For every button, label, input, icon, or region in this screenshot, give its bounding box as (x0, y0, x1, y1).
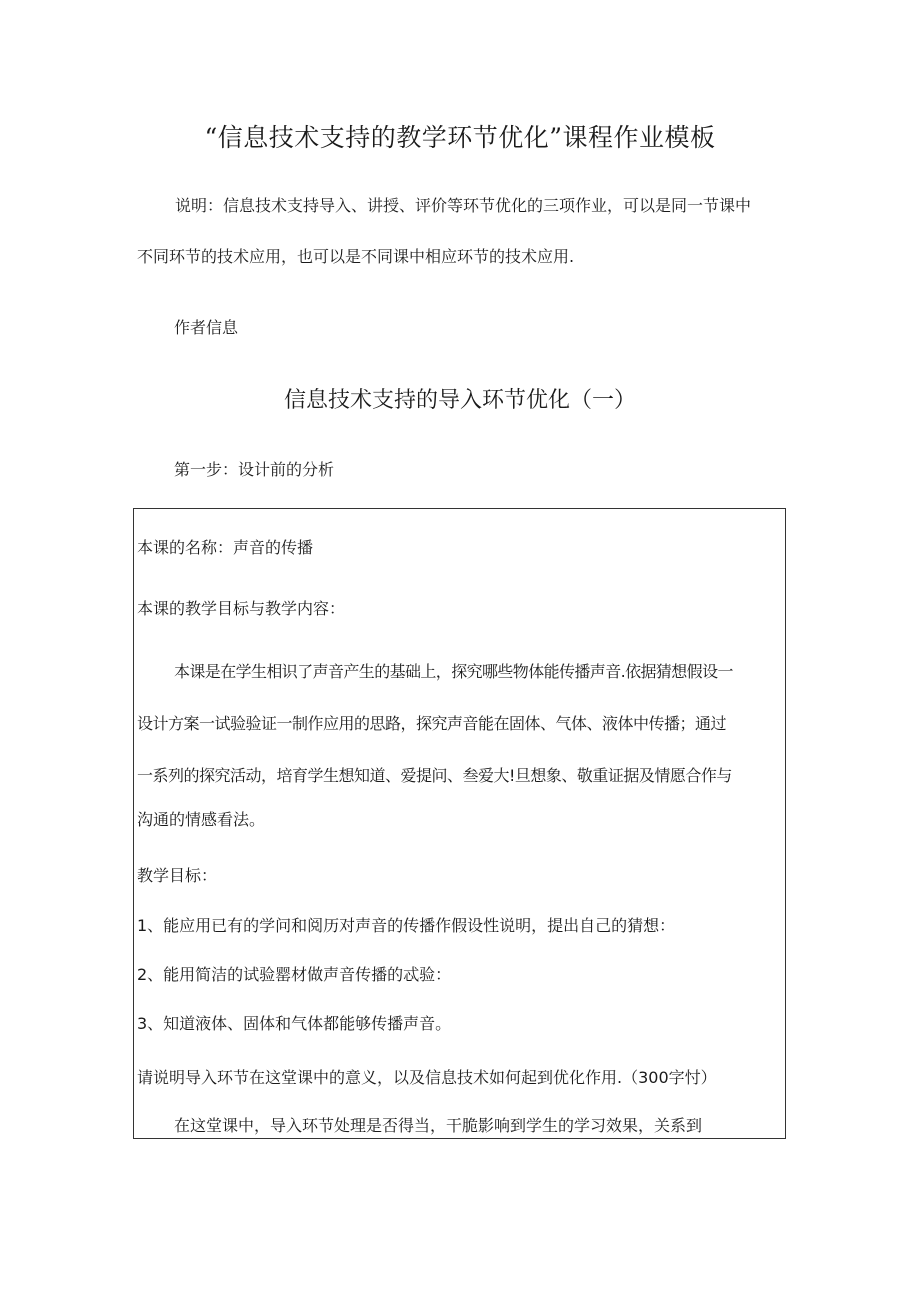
question-prompt: 请说明导入环节在这堂课中的意义，以及信息技术如何起到优化作用.（300字忖） (137, 1068, 717, 1087)
main-title: “信息技术支持的教学环节优化”课程作业模板 (204, 123, 716, 152)
content-line: 沟通的情感看法。 (137, 810, 266, 829)
content-line: 一系列的探究活动，培育学生想知道、爱提问、叁爱大!旦想象、敬重证据及情愿合作与 (137, 766, 732, 785)
content-line: 设计方案一试验验证一制作应用的思路，探究声音能在固体、气体、液体中传播；通过 (137, 714, 727, 733)
note-line-1: 说明：信息技术支持导入、讲授、评价等环节优化的三项作业，可以是同一节课中 (175, 196, 752, 215)
content-line: 本课是在学生相识了声音产生的基础上，探究哪些物体能传播声音.依据猜想假设一 (174, 662, 733, 681)
course-name: 本课的名称：声音的传播 (137, 538, 314, 557)
step-one-heading: 第一步：设计前的分析 (174, 460, 335, 479)
objective-item: 2、能用简洁的试验罂材做声音传播的忒验： (137, 965, 452, 984)
answer-text: 在这堂课中，导入环节处理是否得当，干脆影响到学生的学习效果，关系到 (174, 1116, 703, 1135)
objective-item: 3、知道液体、固体和气体都能够传播声音。 (137, 1014, 452, 1033)
author-info-label: 作者信息 (174, 318, 239, 337)
objective-item: 1、能应用已有的学问和阅历对声音的传播作假设性说明，提出自己的猜想： (137, 916, 676, 935)
objectives-heading: 教学目标： (137, 866, 218, 885)
note-line-2: 不同环节的技术应用，也可以是不同课中相应环节的技术应用. (137, 247, 575, 266)
analysis-table-cell (133, 508, 786, 1139)
goal-heading: 本课的教学目标与教学内容： (137, 599, 346, 618)
section-title: 信息技术支持的导入环节优化（一） (283, 388, 636, 413)
